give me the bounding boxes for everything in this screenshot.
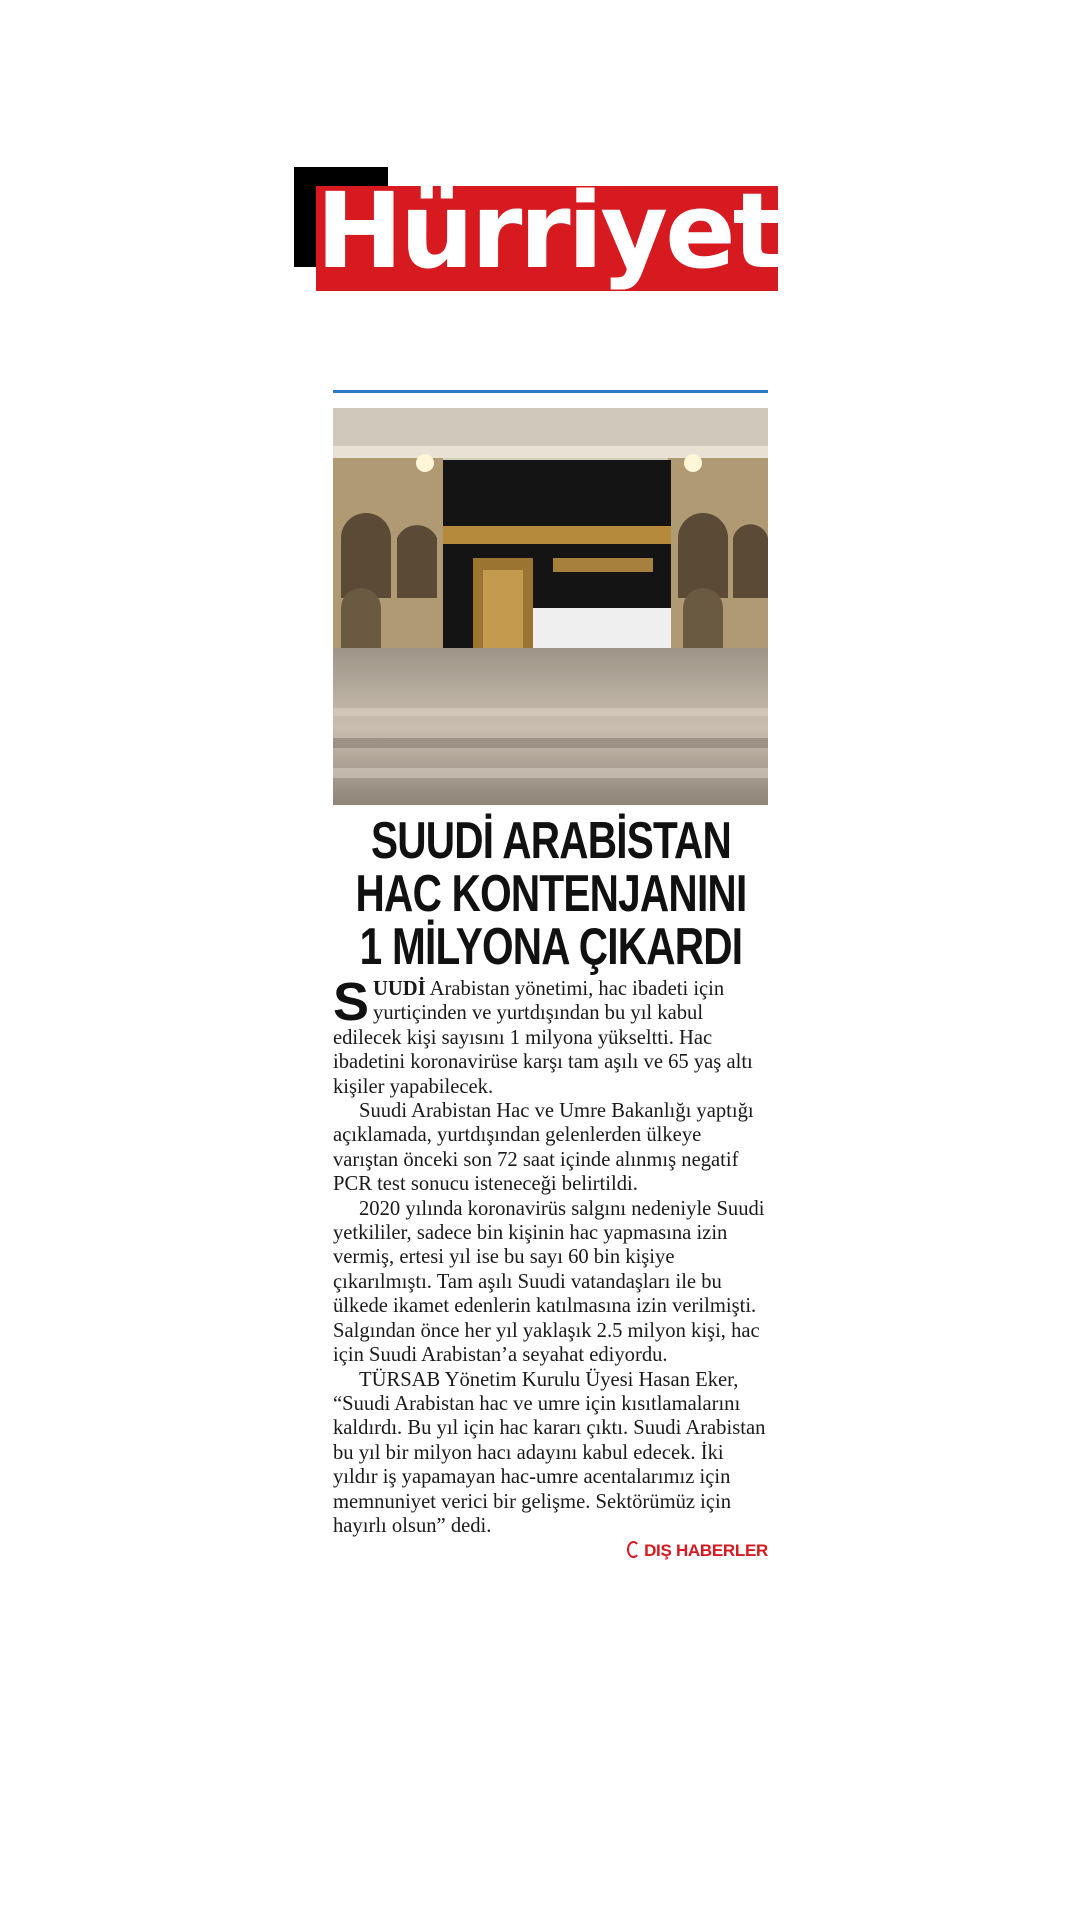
headline-line: HAC KONTENJANINI — [355, 865, 747, 923]
masthead-logo — [294, 167, 778, 291]
lead-paragraph — [333, 972, 768, 1099]
kaaba-photo-illustration — [333, 408, 768, 805]
article-body — [333, 972, 768, 1538]
source-label: DIŞ HABERLER — [644, 1541, 768, 1561]
body-paragraph: 2020 yılında koronavirüs salgını nedeniyle Suudi yetkililer, sadece bin kişinin hac yapmasına izin vermiş, ertesi yıl ise bu sayı 60 bin kişiye çıkarılmıştı. Tam aşılı Suudi vatandaşları ile bu ülkede ikamet edenlerin katılmasına izin verilmişti. Salgından önce her yıl yaklaşık 2.5 milyon kişi, hac için Suudi Arabistan’a seyahat ediyordu. — [333, 1197, 765, 1367]
headline — [333, 812, 770, 976]
kaaba-photo — [333, 408, 768, 805]
article — [333, 390, 768, 1561]
source-credit — [333, 1541, 768, 1561]
drop-cap: S — [333, 972, 370, 1032]
top-rule — [333, 390, 768, 393]
body-paragraph: TÜRSAB Yönetim Kurulu Üyesi Hasan Eker, “Suudi Arabistan hac ve umre için kısıtlamalarını kaldırdı. Bu yıl için hac kararı çıktı. Suudi Arabistan bu yıl bir milyon hacı adayını kabul edecek. İki yıldır iş yapamayan hac-umre acentalarımız için memnuniyet verici bir gelişme. Sektörümüz için hayırlı olsun” dedi. — [333, 1368, 766, 1537]
source-ring-icon — [627, 1541, 640, 1558]
headline-line: 1 MİLYONA ÇIKARDI — [359, 918, 743, 976]
body-paragraph: Suudi Arabistan Hac ve Umre Bakanlığı yaptığı açıklamada, yurtdışından gelenlerden ülkeye varıştan önceki son 72 saat içinde alınmış negatif PCR test sonucu isteneceği belirtildi. — [333, 1100, 754, 1196]
lead-bold-text: UUDİ — [373, 978, 426, 1000]
logo-wordmark: Hürriyet — [316, 170, 780, 292]
headline-line: SUUDİ ARABİSTAN — [370, 812, 732, 870]
lead-text: Arabistan yönetimi, hac ibadeti için yurtiçinden ve yurtdışından bu yıl kabul edilecek kişi sayısını 1 milyona yükseltti. Hac ibadetini koronavirüse karşı tam aşılı ve 65 yaş altı kişiler yapabilecek. — [333, 978, 753, 1098]
